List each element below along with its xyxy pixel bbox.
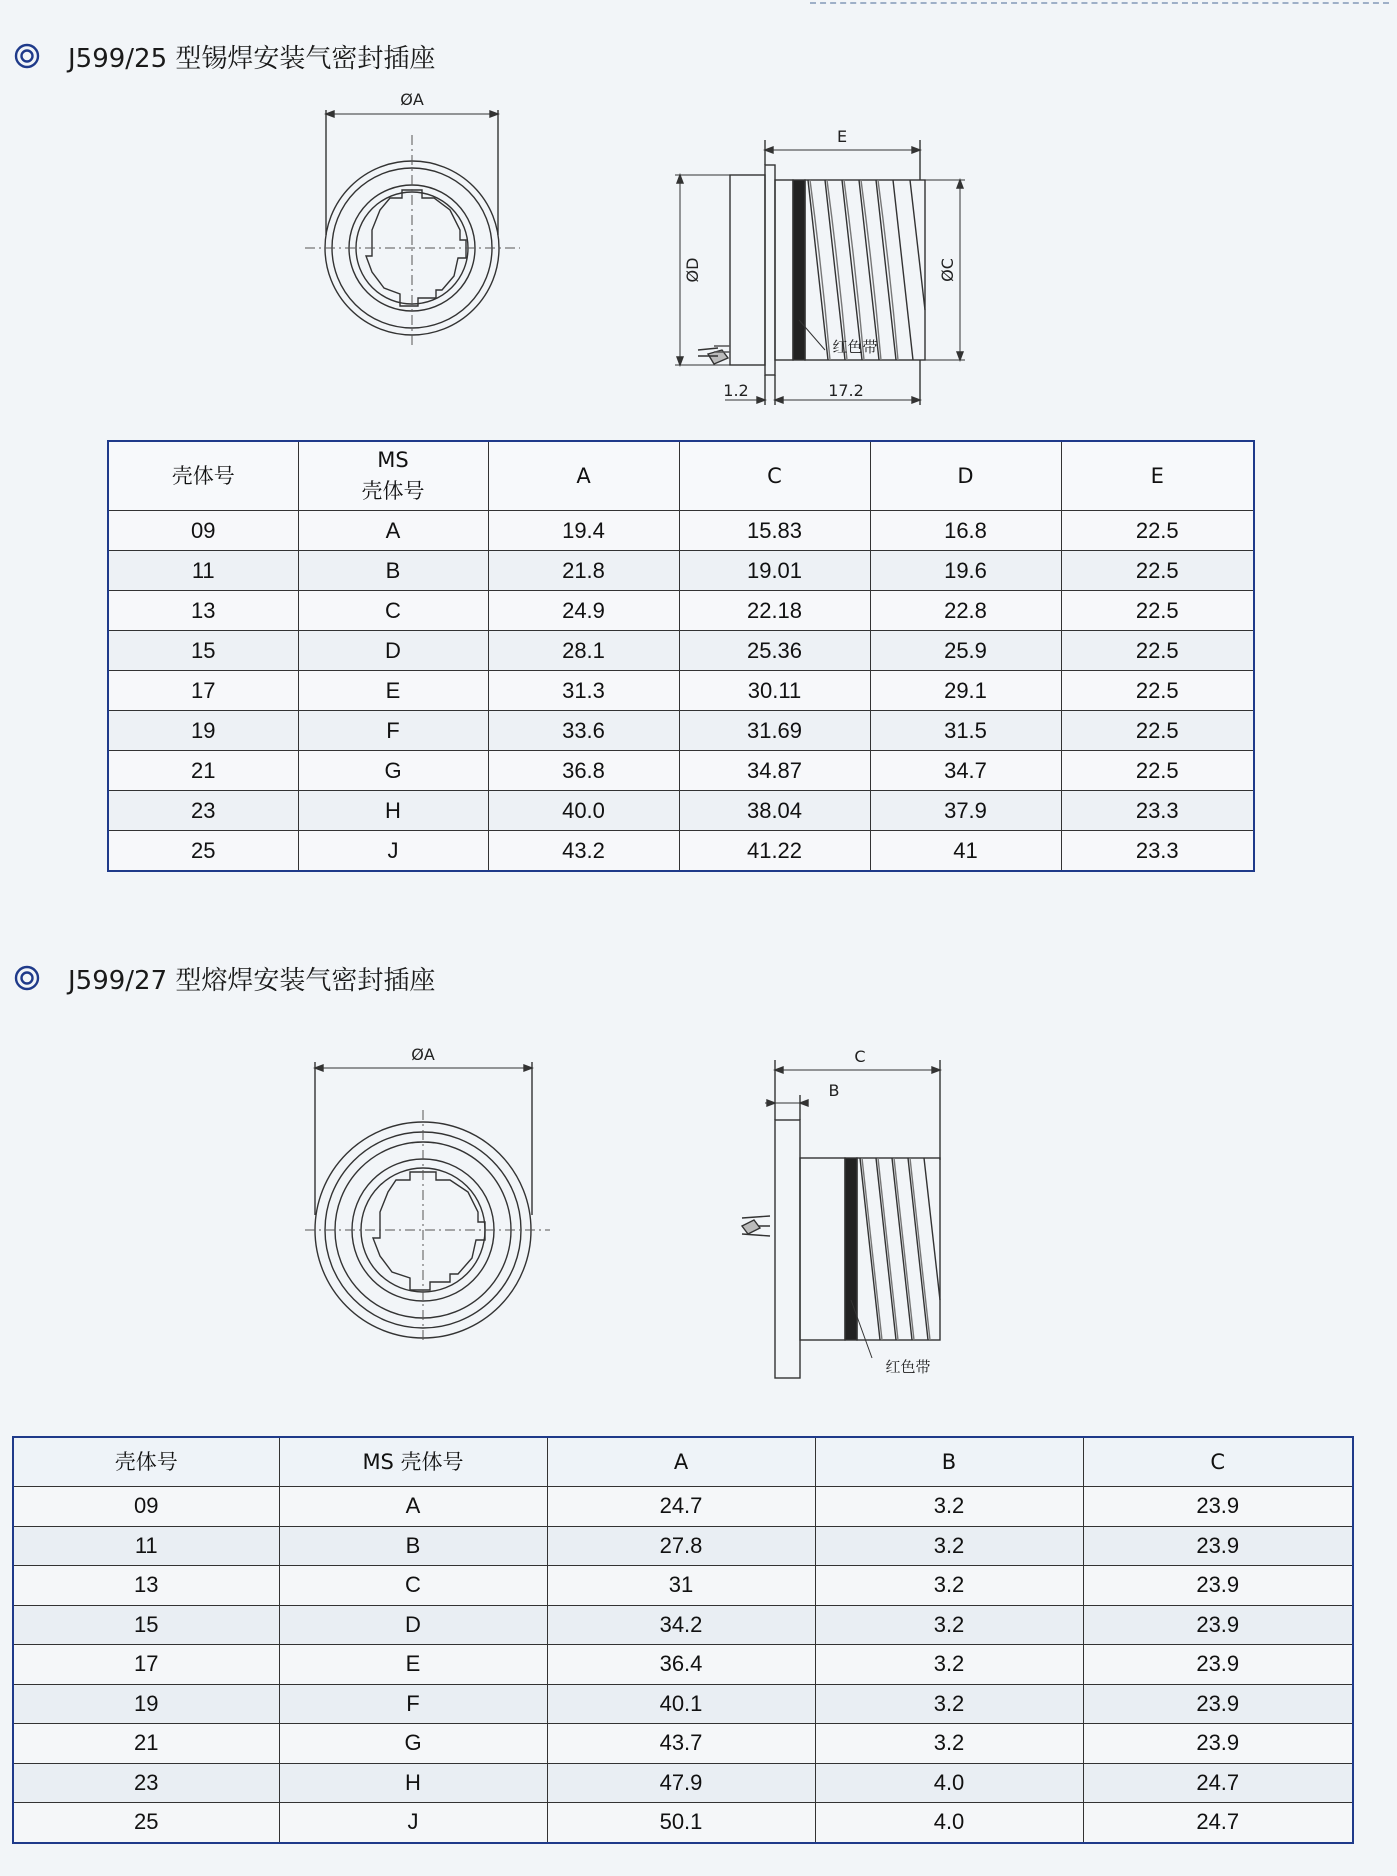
red-band-label: 红色带	[885, 1358, 931, 1376]
table-cell: 43.7	[547, 1724, 815, 1764]
table-cell: 31.69	[679, 711, 870, 751]
table-cell: 3.2	[815, 1566, 1083, 1606]
table-cell: 09	[13, 1487, 279, 1527]
section1-dimension-table	[107, 440, 1255, 872]
table-cell: 23.9	[1083, 1684, 1353, 1724]
table-cell: 38.04	[679, 791, 870, 831]
header-e: E	[1061, 441, 1254, 511]
table-cell: 22.5	[1061, 591, 1254, 631]
table-cell: 13	[13, 1566, 279, 1606]
table-cell: J	[279, 1803, 547, 1843]
table-cell: H	[298, 791, 488, 831]
table-cell: 47.9	[547, 1763, 815, 1803]
table-cell: 19	[13, 1684, 279, 1724]
table-cell: 28.1	[488, 631, 679, 671]
section2-heading	[14, 958, 435, 998]
table-cell: B	[279, 1526, 547, 1566]
table-cell: 43.2	[488, 831, 679, 872]
table-cell: 24.7	[1083, 1763, 1353, 1803]
section1-heading	[14, 36, 435, 76]
table-cell: G	[279, 1724, 547, 1764]
table-cell: 23.3	[1061, 791, 1254, 831]
table-cell: F	[279, 1684, 547, 1724]
section2-dimension-table	[12, 1436, 1354, 1844]
header-shell-size: 壳体号	[13, 1437, 279, 1487]
table-cell: 3.2	[815, 1526, 1083, 1566]
side-label-e: E	[836, 127, 848, 146]
side-label-d: ØD	[683, 257, 702, 283]
table-row	[13, 1487, 1353, 1527]
table-cell: 25	[108, 831, 298, 872]
table-cell: 3.2	[815, 1487, 1083, 1527]
table-cell: 3.2	[815, 1724, 1083, 1764]
table-cell: 24.9	[488, 591, 679, 631]
table-row	[13, 1763, 1353, 1803]
table-row	[108, 711, 1254, 751]
table-cell: 30.11	[679, 671, 870, 711]
table-cell: 25.36	[679, 631, 870, 671]
table-cell: 22.5	[1061, 511, 1254, 551]
table-cell: 36.8	[488, 751, 679, 791]
table-row	[108, 511, 1254, 551]
section2-side-view	[730, 1040, 980, 1380]
table-cell: 22.18	[679, 591, 870, 631]
section1-title: J599/25 型锡焊安装气密封插座	[68, 43, 436, 74]
table-cell: 22.8	[870, 591, 1061, 631]
table-row	[108, 671, 1254, 711]
table-cell: 25.9	[870, 631, 1061, 671]
header-a: A	[488, 441, 679, 511]
table-row	[108, 551, 1254, 591]
header-c: C	[679, 441, 870, 511]
section1-side-view	[670, 120, 980, 410]
table-cell: 27.8	[547, 1526, 815, 1566]
table-cell: F	[298, 711, 488, 751]
section2-front-view	[300, 1040, 560, 1340]
top-dashed-rule	[810, 2, 1389, 4]
side-label-b: B	[828, 1081, 840, 1100]
table-cell: 23.9	[1083, 1724, 1353, 1764]
table-cell: 34.87	[679, 751, 870, 791]
table-cell: 40.1	[547, 1684, 815, 1724]
header-shell-size: 壳体号	[108, 441, 298, 511]
table-cell: 4.0	[815, 1763, 1083, 1803]
table-cell: 41.22	[679, 831, 870, 872]
table-cell: G	[298, 751, 488, 791]
side-label-c: ØC	[938, 258, 957, 282]
table-cell: 31.3	[488, 671, 679, 711]
table-cell: 23.9	[1083, 1645, 1353, 1685]
side-label-c: C	[854, 1047, 866, 1066]
table-cell: E	[298, 671, 488, 711]
table-cell: 22.5	[1061, 711, 1254, 751]
table-cell: D	[279, 1605, 547, 1645]
table-cell: 19.01	[679, 551, 870, 591]
table-cell: 37.9	[870, 791, 1061, 831]
table-cell: 23.9	[1083, 1487, 1353, 1527]
table-header-row	[13, 1437, 1353, 1487]
table-cell: 19.6	[870, 551, 1061, 591]
table-row	[13, 1724, 1353, 1764]
table-cell: 13	[108, 591, 298, 631]
table-cell: 15	[108, 631, 298, 671]
table-cell: 22.5	[1061, 551, 1254, 591]
table-cell: 34.7	[870, 751, 1061, 791]
header-ms-shell-size	[298, 441, 488, 511]
table-row	[108, 751, 1254, 791]
table-cell: 29.1	[870, 671, 1061, 711]
bullseye-icon	[14, 965, 40, 991]
table-cell: 23	[108, 791, 298, 831]
table-cell: A	[279, 1487, 547, 1527]
table-cell: A	[298, 511, 488, 551]
table-cell: B	[298, 551, 488, 591]
table-row	[108, 831, 1254, 872]
table-cell: 41	[870, 831, 1061, 872]
table-header-row	[108, 441, 1254, 511]
table-cell: 23.9	[1083, 1605, 1353, 1645]
table-cell: E	[279, 1645, 547, 1685]
table-cell: 31	[547, 1566, 815, 1606]
header-ms-shell-size-text: MS 壳体号	[361, 448, 425, 503]
table-cell: 4.0	[815, 1803, 1083, 1843]
header-d: D	[870, 441, 1061, 511]
table-row	[108, 591, 1254, 631]
table-row	[13, 1645, 1353, 1685]
table-row	[13, 1803, 1353, 1843]
table-cell: 22.5	[1061, 631, 1254, 671]
table-row	[13, 1684, 1353, 1724]
header-b: B	[815, 1437, 1083, 1487]
table-cell: 19	[108, 711, 298, 751]
table-cell: 25	[13, 1803, 279, 1843]
section1-front-view	[300, 80, 530, 350]
table-cell: 33.6	[488, 711, 679, 751]
table-row	[108, 631, 1254, 671]
red-band-label: 红色带	[832, 338, 878, 356]
table-cell: 34.2	[547, 1605, 815, 1645]
table-cell: 24.7	[547, 1487, 815, 1527]
table-row	[13, 1605, 1353, 1645]
table-row	[108, 791, 1254, 831]
table-cell: 23.3	[1061, 831, 1254, 872]
table-cell: 22.5	[1061, 751, 1254, 791]
front-label-a: ØA	[400, 90, 424, 109]
table-cell: J	[298, 831, 488, 872]
table-row	[13, 1526, 1353, 1566]
table-cell: 50.1	[547, 1803, 815, 1843]
table-cell: 21.8	[488, 551, 679, 591]
table-cell: 24.7	[1083, 1803, 1353, 1843]
table-cell: 19.4	[488, 511, 679, 551]
table-cell: 09	[108, 511, 298, 551]
table-cell: 22.5	[1061, 671, 1254, 711]
table-cell: 31.5	[870, 711, 1061, 751]
table-cell: 17	[108, 671, 298, 711]
table-cell: 36.4	[547, 1645, 815, 1685]
section2-title: J599/27 型熔焊安装气密封插座	[68, 965, 436, 996]
table-cell: 3.2	[815, 1605, 1083, 1645]
table-cell: 21	[13, 1724, 279, 1764]
table-cell: 3.2	[815, 1684, 1083, 1724]
table-cell: C	[298, 591, 488, 631]
table-cell: 23.9	[1083, 1566, 1353, 1606]
header-ms-shell-size: MS 壳体号	[279, 1437, 547, 1487]
table-cell: 15	[13, 1605, 279, 1645]
table-cell: 23	[13, 1763, 279, 1803]
table-cell: H	[279, 1763, 547, 1803]
table-cell: 16.8	[870, 511, 1061, 551]
dim-flange: 1.2	[723, 381, 749, 400]
front-label-a: ØA	[411, 1045, 435, 1064]
table-cell: 11	[108, 551, 298, 591]
header-c: C	[1083, 1437, 1353, 1487]
table-cell: C	[279, 1566, 547, 1606]
table-row	[13, 1566, 1353, 1606]
bullseye-icon	[14, 43, 40, 69]
table-cell: 21	[108, 751, 298, 791]
table-cell: 11	[13, 1526, 279, 1566]
table-cell: 15.83	[679, 511, 870, 551]
header-a: A	[547, 1437, 815, 1487]
table-cell: 40.0	[488, 791, 679, 831]
table-cell: 3.2	[815, 1645, 1083, 1685]
table-cell: 17	[13, 1645, 279, 1685]
table-cell: D	[298, 631, 488, 671]
table-cell: 23.9	[1083, 1526, 1353, 1566]
dim-body: 17.2	[828, 381, 864, 400]
